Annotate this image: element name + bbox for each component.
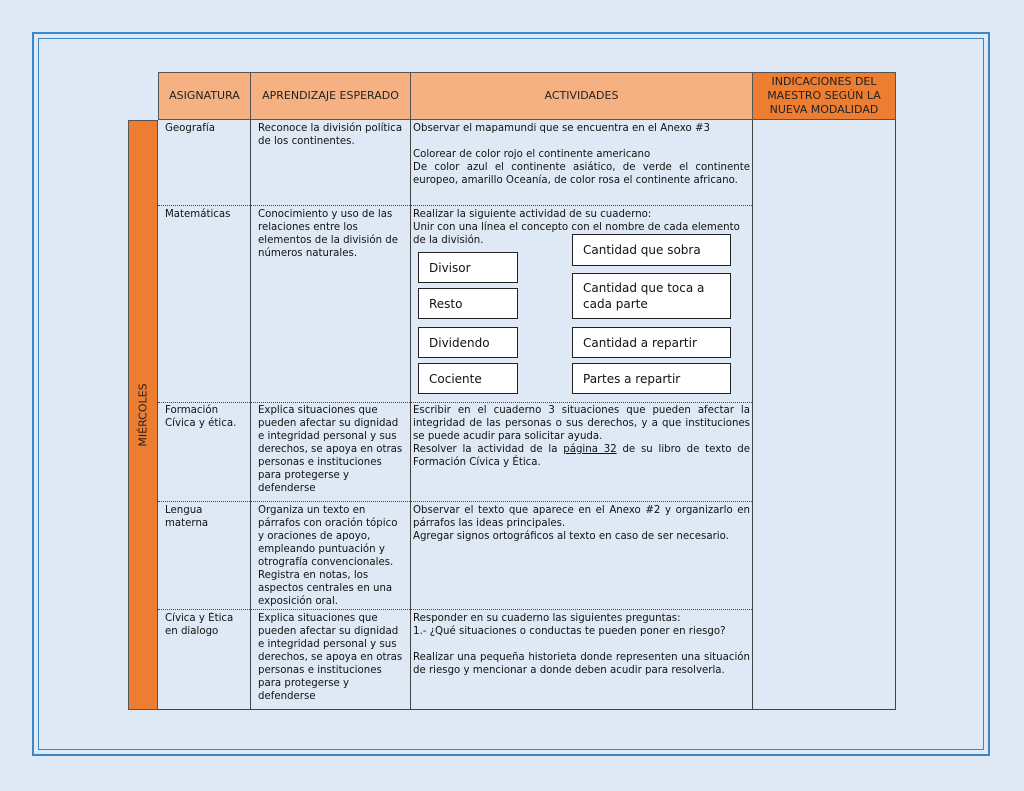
concept-box-divisor: Divisor <box>418 252 518 283</box>
subject-cell: Matemáticas <box>165 209 231 220</box>
subject-cell: Formación Cívica y ética. <box>165 405 237 429</box>
learning-cell: Explica situaciones que pueden afectar su dignidad e integridad personal y sus derechos, se apoya en otras personas e instituciones para protegerse y defenderse <box>258 613 403 702</box>
activity-text: de su libro de texto de Formación Cívica y Ética. <box>413 444 750 468</box>
activity-text: Observar el mapamundi que se encuentra en el Anexo #3 <box>413 123 710 134</box>
day-label: MIÉRCOLES <box>136 383 150 447</box>
day-column <box>128 120 158 710</box>
table-bottom-border <box>158 709 896 710</box>
header-indicaciones: INDICACIONES DEL MAESTRO SEGÚN LA NUEVA MODALIDAD <box>752 72 896 120</box>
activities-cell <box>413 504 750 543</box>
activity-text: Unir con una línea el concepto con el nombre de cada elemento de la división. <box>413 222 740 246</box>
row-separator <box>158 501 752 502</box>
activity-text: Escribir en el cuaderno 3 situaciones que pueden afectar la integridad de las personas o sus derechos, y a que instituciones se puede acudir para solicitar ayuda. <box>413 405 750 442</box>
learning-cell: Organiza un texto en párrafos con oración tópico y oraciones de apoyo, empleando puntuación y otrografía convencionales. Registra en notas, los aspectos centrales en una exposición oral. <box>258 505 398 607</box>
definition-box-toca: Cantidad que toca a cada parte <box>572 273 731 319</box>
column-divider <box>410 120 411 710</box>
activity-text: Realizar la siguiente actividad de su cuaderno: <box>413 209 652 220</box>
activity-text: Agregar signos ortográficos al texto en caso de ser necesario. <box>413 531 729 542</box>
learning-cell: Explica situaciones que pueden afectar su dignidad e integridad personal y sus derechos, se apoya en otras personas e instituciones para protegerse y defenderse <box>258 405 403 494</box>
column-divider <box>752 120 753 710</box>
row-separator <box>158 402 752 403</box>
definition-box-repartir: Cantidad a repartir <box>572 327 731 358</box>
header-aprendizaje: APRENDIZAJE ESPERADO <box>250 72 411 120</box>
column-divider <box>250 120 251 710</box>
column-divider <box>895 120 896 710</box>
activity-text: Colorear de color rojo el continente americano <box>413 149 651 160</box>
definition-box-sobra: Cantidad que sobra <box>572 234 731 266</box>
header-actividades: ACTIVIDADES <box>410 72 753 120</box>
activity-text: Observar el texto que aparece en el Anexo #2 y organizarlo en párrafos las ideas principales. <box>413 505 750 529</box>
row-separator <box>158 205 752 206</box>
learning-cell: Conocimiento y uso de las relaciones entre los elementos de la división de números naturales. <box>258 209 399 259</box>
activity-text: 1.- ¿Qué situaciones o conductas te pueden poner en riesgo? <box>413 626 726 637</box>
activity-text: De color azul el continente asiático, de verde el continente europeo, amarillo Oceanía, de color rosa el continente africano. <box>413 162 750 186</box>
subject-cell: Lengua materna <box>165 505 209 529</box>
subject-cell: Cívica y Ética en dialogo <box>165 613 234 637</box>
learning-cell: Reconoce la división política de los continentes. <box>258 123 403 147</box>
page-link: página 32 <box>563 444 617 455</box>
activities-cell <box>413 122 750 187</box>
activities-cell <box>413 612 750 677</box>
activity-text: Responder en su cuaderno las siguientes preguntas: <box>413 613 681 624</box>
header-asignatura: ASIGNATURA <box>158 72 251 120</box>
concept-box-resto: Resto <box>418 288 518 319</box>
activities-cell <box>413 404 750 469</box>
definition-box-partes: Partes a repartir <box>572 363 731 394</box>
activity-text: Resolver la actividad de la <box>413 444 564 455</box>
subject-cell: Geografía <box>165 123 215 134</box>
row-separator <box>158 609 752 610</box>
activity-text: Realizar una pequeña historieta donde representen una situación de riesgo y mencionar a donde deben acudir para resolverla. <box>413 652 750 676</box>
schedule-table <box>128 72 896 710</box>
concept-box-dividendo: Dividendo <box>418 327 518 358</box>
concept-box-cociente: Cociente <box>418 363 518 394</box>
